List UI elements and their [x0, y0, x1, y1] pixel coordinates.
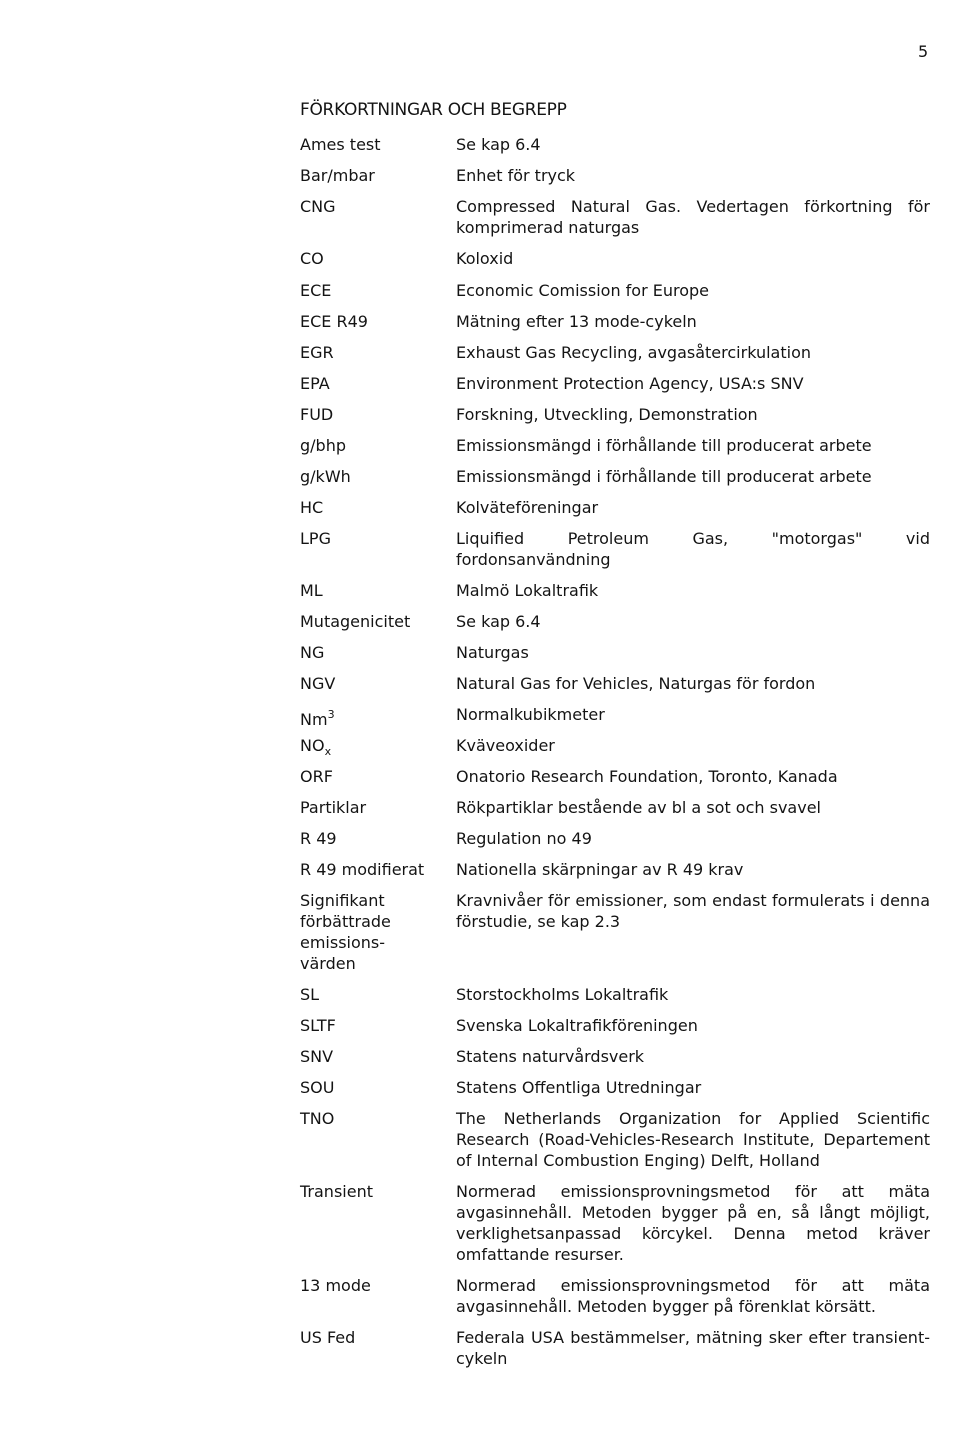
glossary-term: TNO: [300, 1109, 335, 1128]
glossary-term: ECE: [300, 281, 332, 300]
glossary-entry: [300, 342, 940, 363]
glossary-definition: Kravnivåer för emissioner, som endast formulerats i denna förstudie, se kap 2.3: [456, 891, 930, 931]
glossary-term: NG: [300, 643, 325, 662]
glossary-entry: [300, 1046, 940, 1067]
glossary-definition: Forskning, Utveckling, Demonstration: [456, 405, 758, 424]
glossary-definition: The Netherlands Organization for Applied Scientific Research (Road-Vehicles-Research Institute, Departement of Internal Combustion Enging) Delft, Holland: [456, 1109, 930, 1170]
glossary-term: 13 mode: [300, 1276, 371, 1295]
glossary-entry: [300, 404, 940, 425]
glossary-definition: Nationella skärpningar av R 49 krav: [456, 860, 744, 879]
glossary-term: CNG: [300, 197, 336, 216]
glossary-entry: [300, 735, 940, 756]
glossary-term-text: Nm: [300, 710, 328, 729]
glossary-definition: Se kap 6.4: [456, 612, 541, 631]
glossary-term: g/kWh: [300, 467, 351, 486]
glossary-definition: Exhaust Gas Recycling, avgasåtercirkulation: [456, 343, 811, 362]
glossary-term: FUD: [300, 405, 334, 424]
glossary-entry: [300, 673, 940, 694]
term-superscript: 3: [327, 708, 335, 721]
glossary-term: Bar/mbar: [300, 166, 375, 185]
glossary-term: [300, 735, 450, 762]
glossary-term: R 49 modifierat: [300, 860, 425, 879]
glossary-term: SNV: [300, 1047, 334, 1066]
glossary-term: EPA: [300, 374, 330, 393]
glossary-definition: Storstockholms Lokaltrafik: [456, 985, 669, 1004]
glossary-definition: Normalkubikmeter: [456, 705, 605, 724]
glossary-definition: Statens Offentliga Utredningar: [456, 1078, 702, 1097]
glossary-entry: [300, 1108, 940, 1171]
glossary-definition: Normerad emissionsprovningsmetod för att mäta avgasinnehåll. Metoden bygger på en, så långt möjligt, verklighetsanpassad körcykel. Denna metod kräver omfattande resurser.: [456, 1182, 930, 1264]
glossary-entry: [300, 528, 940, 570]
glossary-entry: [300, 984, 940, 1005]
glossary-term-text: NO: [300, 736, 325, 755]
glossary-term: LPG: [300, 529, 331, 548]
glossary-entry: [300, 497, 940, 518]
glossary-entry: [300, 580, 940, 601]
glossary-definition: Emissionsmängd i förhållande till producerat arbete: [456, 436, 872, 455]
glossary-term: Transient: [300, 1182, 373, 1201]
glossary-term: CO: [300, 249, 324, 268]
term-subscript: x: [324, 745, 332, 758]
glossary-definition: Normerad emissionsprovningsmetod för att mäta avgasinnehåll. Metoden bygger på förenklat körsätt.: [456, 1276, 930, 1316]
glossary-entry: [300, 196, 940, 238]
glossary-term: ECE R49: [300, 312, 368, 331]
glossary-definition: Se kap 6.4: [456, 135, 541, 154]
glossary-entry: [300, 280, 940, 301]
glossary-definition: Federala USA bestämmelser, mätning sker efter transient-cykeln: [456, 1328, 930, 1368]
glossary-definition: Mätning efter 13 mode-cykeln: [456, 312, 697, 331]
glossary-term: Signifikant förbättrade emissions- värden: [300, 891, 391, 973]
glossary-entry: [300, 611, 940, 632]
glossary-entry: [300, 1327, 940, 1369]
glossary-entry: [300, 134, 940, 155]
glossary-definition: Economic Comission for Europe: [456, 281, 710, 300]
glossary-entry: [300, 373, 940, 394]
glossary-entry: [300, 828, 940, 849]
glossary-term: SOU: [300, 1078, 335, 1097]
glossary-term: ML: [300, 581, 323, 600]
glossary-term: HC: [300, 498, 324, 517]
glossary-list: [300, 134, 940, 1369]
glossary-term: SL: [300, 985, 320, 1004]
glossary-definition: Svenska Lokaltrafikföreningen: [456, 1016, 698, 1035]
glossary-entry: [300, 1181, 940, 1265]
glossary-definition: Enhet för tryck: [456, 166, 576, 185]
glossary-term: EGR: [300, 343, 334, 362]
glossary-definition: Emissionsmängd i förhållande till producerat arbete: [456, 467, 872, 486]
glossary-term: R 49: [300, 829, 337, 848]
glossary-definition: Regulation no 49: [456, 829, 592, 848]
glossary-entry: [300, 165, 940, 186]
glossary-definition: Natural Gas for Vehicles, Naturgas för fordon: [456, 674, 816, 693]
glossary-term: NGV: [300, 674, 336, 693]
glossary-entry: [300, 797, 940, 818]
glossary-entry: [300, 704, 940, 729]
glossary-definition: Rökpartiklar bestående av bl a sot och svavel: [456, 798, 821, 817]
glossary-entry: [300, 248, 940, 269]
glossary-entry: [300, 766, 940, 787]
glossary-entry: [300, 435, 940, 456]
glossary-entry: [300, 642, 940, 663]
glossary-definition: Kolväteföreningar: [456, 498, 599, 517]
glossary-term: Partiklar: [300, 798, 367, 817]
glossary-definition: Environment Protection Agency, USA:s SNV: [456, 374, 804, 393]
glossary-term: SLTF: [300, 1016, 336, 1035]
glossary-entry: [300, 311, 940, 332]
glossary-definition: Statens naturvårdsverk: [456, 1047, 645, 1066]
glossary-definition: Onatorio Research Foundation, Toronto, Kanada: [456, 767, 838, 786]
glossary-definition: Kväveoxider: [456, 736, 555, 755]
glossary-term: [300, 704, 450, 730]
glossary-term: Ames test: [300, 135, 381, 154]
page-number: 5: [918, 42, 929, 61]
glossary-definition: Compressed Natural Gas. Vedertagen förkortning för komprimerad naturgas: [456, 197, 930, 237]
glossary-term: Mutagenicitet: [300, 612, 411, 631]
glossary-term: US Fed: [300, 1328, 356, 1347]
glossary-entry: [300, 1077, 940, 1098]
glossary-term: ORF: [300, 767, 333, 786]
glossary-entry: [300, 859, 940, 880]
glossary-entry: [300, 1015, 940, 1036]
glossary-definition: Koloxid: [456, 249, 514, 268]
glossary-entry: [300, 890, 940, 974]
glossary-definition: Liquified Petroleum Gas, "motorgas" vid fordonsanvändning: [456, 529, 930, 569]
glossary-definition: Naturgas: [456, 643, 529, 662]
page-title: FÖRKORTNINGAR OCH BEGREPP: [300, 100, 567, 120]
glossary-term: g/bhp: [300, 436, 346, 455]
glossary-entry: [300, 1275, 940, 1317]
glossary-entry: [300, 466, 940, 487]
glossary-definition: Malmö Lokaltrafik: [456, 581, 599, 600]
